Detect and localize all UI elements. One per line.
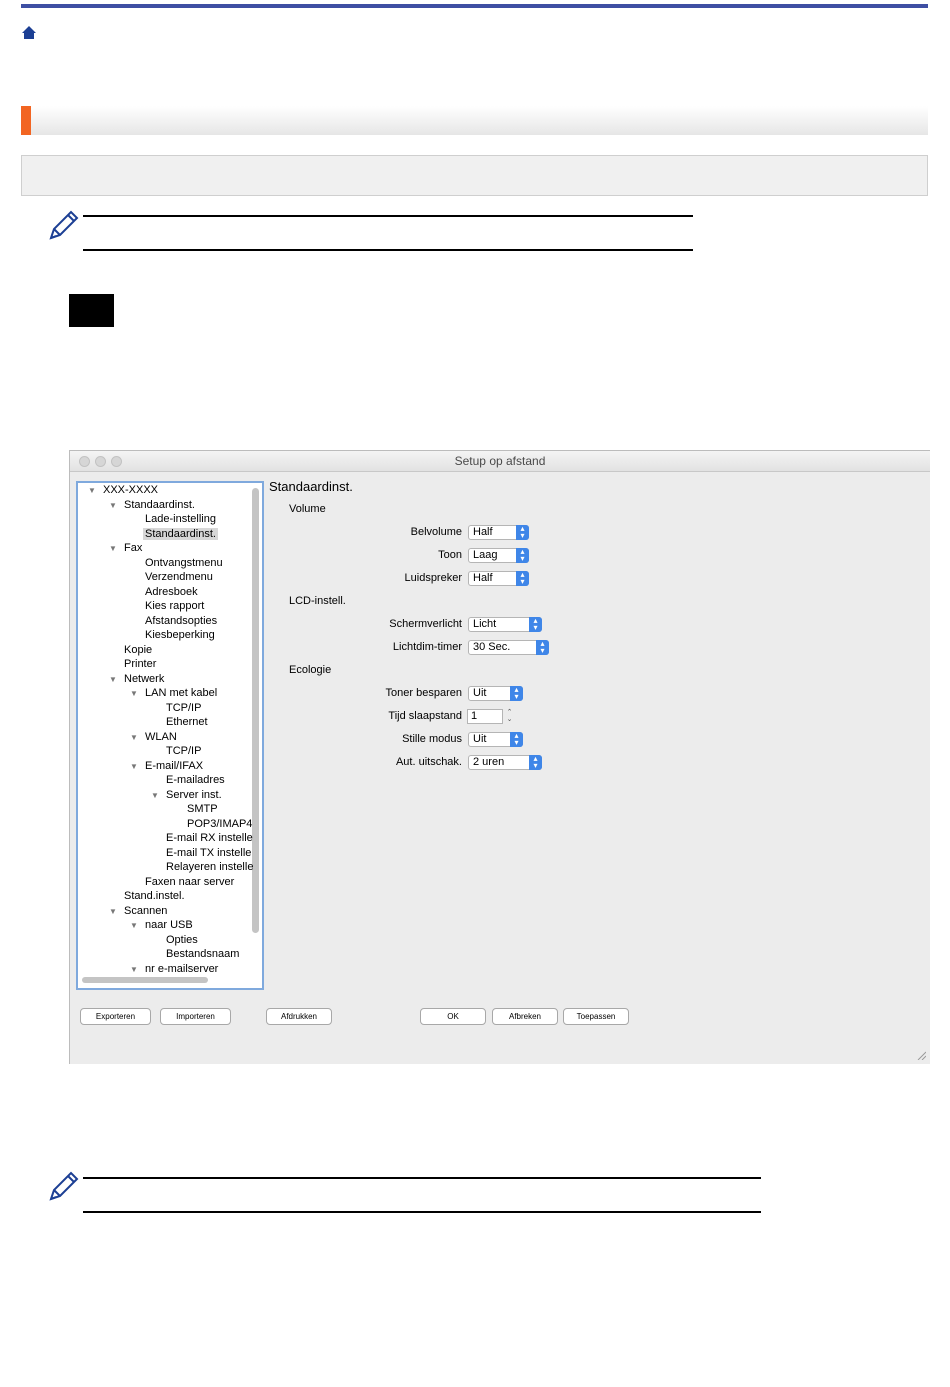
tree-item[interactable]: Scannen — [124, 904, 168, 917]
exporteren-button[interactable]: Exporteren — [80, 1008, 151, 1025]
label-stille-modus: Stille modus — [402, 733, 462, 745]
tree-item[interactable]: Kopie — [124, 643, 153, 656]
select-aut-uitschak[interactable]: 2 uren ▴ ▾ — [468, 755, 542, 770]
tree-item[interactable]: E-mail TX instelle — [166, 846, 252, 859]
tree-item[interactable]: POP3/IMAP4 — [187, 817, 253, 830]
tree-horizontal-scrollbar[interactable] — [82, 977, 208, 983]
section-accent — [21, 106, 31, 135]
note-bottom-rule — [83, 1211, 761, 1213]
updown-icon: ▴ ▾ — [516, 571, 529, 586]
updown-icon: ▴ ▾ — [536, 640, 549, 655]
select-toon[interactable]: Laag ▴ ▾ — [468, 548, 529, 563]
label-schermverlicht: Schermverlicht — [389, 618, 462, 630]
updown-icon: ▴ ▾ — [529, 617, 542, 632]
home-icon[interactable] — [21, 25, 37, 41]
tree-item[interactable]: XXX-XXXX — [103, 484, 159, 496]
tree-item[interactable]: Lade-instelling — [145, 513, 216, 525]
note-top-rule — [83, 215, 693, 217]
window-titlebar — [70, 451, 930, 472]
tree-item[interactable]: Kies rapport — [145, 600, 205, 612]
disclosure-triangle-icon[interactable]: ▼ — [109, 500, 117, 510]
tree-item[interactable]: Afstandsopties — [145, 614, 218, 627]
tree-item[interactable]: Ontvangstmenu — [145, 556, 223, 569]
disclosure-triangle-icon[interactable]: ▼ — [130, 732, 138, 742]
ok-button[interactable]: OK — [420, 1008, 486, 1025]
tree-item[interactable]: Adresboek — [145, 585, 198, 598]
importeren-button[interactable]: Importeren — [160, 1008, 231, 1025]
tree-item[interactable]: Standaardinst. — [124, 498, 195, 511]
updown-icon: ▴ ▾ — [516, 525, 529, 540]
input-tijd-slaapstand[interactable]: 1 — [467, 709, 503, 724]
disclosure-triangle-icon[interactable]: ▼ — [88, 486, 96, 495]
disclosure-triangle-icon[interactable]: ▼ — [130, 964, 138, 974]
window-title: Setup op afstand — [454, 454, 546, 468]
select-toner-besparen[interactable]: Uit ▴ ▾ — [468, 686, 523, 701]
tree-item[interactable]: Kiesbeperking — [145, 629, 215, 641]
label-aut-uitschak: Aut. uitschak. — [395, 756, 462, 768]
tree-item[interactable]: Opties — [166, 933, 198, 946]
select-schermverlicht[interactable]: Licht ▴ ▾ — [468, 617, 542, 632]
label-belvolume: Belvolume — [410, 526, 462, 538]
tree-item[interactable]: TCP/IP — [166, 745, 202, 757]
tree-item[interactable]: nr e-mailserver — [145, 962, 219, 975]
tree-item[interactable]: Ethernet — [166, 716, 208, 728]
disclosure-triangle-icon[interactable]: ▼ — [151, 790, 159, 800]
disclosure-triangle-icon[interactable]: ▼ — [109, 906, 117, 916]
tree-item[interactable]: Relayeren instelle — [166, 861, 254, 873]
updown-icon: ▴ ▾ — [510, 732, 523, 747]
disclosure-triangle-icon[interactable]: ▼ — [109, 544, 117, 553]
tree-item[interactable]: Server inst. — [166, 788, 222, 801]
afbreken-button[interactable]: Afbreken — [492, 1008, 558, 1025]
tree-item[interactable]: TCP/IP — [166, 701, 202, 714]
group-lcd: LCD-instell. — [289, 595, 346, 607]
note-bottom-rule — [83, 249, 693, 251]
tree-item[interactable]: E-mail/IFAX — [145, 759, 204, 772]
slaapstand-stepper[interactable]: ⌃ ⌄ — [506, 709, 513, 723]
resize-grip-icon[interactable] — [916, 1050, 926, 1060]
tree-item[interactable]: Faxen naar server — [145, 875, 235, 888]
updown-icon: ▴ ▾ — [529, 755, 542, 770]
settings-tree[interactable] — [76, 481, 264, 990]
select-stille-modus[interactable]: Uit ▴ ▾ — [468, 732, 523, 747]
tree-item[interactable]: Standaardinst. — [145, 527, 216, 540]
info-box — [21, 155, 928, 196]
top-rule — [21, 4, 928, 8]
updown-icon: ▴ ▾ — [510, 686, 523, 701]
tree-item[interactable]: Printer — [124, 658, 157, 670]
tree-item[interactable]: SMTP — [187, 803, 218, 815]
disclosure-triangle-icon[interactable]: ▼ — [109, 674, 117, 684]
disclosure-triangle-icon[interactable]: ▼ — [130, 921, 138, 930]
step-number-box — [69, 294, 114, 327]
afdrukken-button[interactable]: Afdrukken — [266, 1008, 332, 1025]
panel-title: Standaardinst. — [269, 479, 353, 494]
pencil-note-icon — [45, 208, 81, 244]
select-lichtdim-timer[interactable]: 30 Sec. ▴ ▾ — [468, 640, 549, 655]
tree-item[interactable]: Bestandsnaam — [166, 948, 240, 960]
tree-item[interactable]: Stand.instel. — [124, 890, 185, 902]
tree-item[interactable]: Verzendmenu — [145, 571, 213, 583]
tree-item[interactable]: Fax — [124, 542, 143, 554]
tree-item[interactable]: E-mailadres — [166, 774, 225, 786]
group-volume: Volume — [289, 503, 326, 515]
toepassen-button[interactable]: Toepassen — [563, 1008, 629, 1025]
select-belvolume[interactable]: Half ▴ ▾ — [468, 525, 529, 540]
label-lichtdim-timer: Lichtdim-timer — [392, 641, 462, 653]
select-luidspreker[interactable]: Half ▴ ▾ — [468, 571, 529, 586]
disclosure-triangle-icon[interactable]: ▼ — [130, 761, 138, 771]
note-top-rule — [83, 1177, 761, 1179]
label-tijd-slaapstand: Tijd slaapstand — [388, 710, 462, 722]
tree-item[interactable]: naar USB — [145, 919, 193, 931]
tree-item[interactable]: E-mail RX instelle — [166, 832, 253, 844]
setup-window — [69, 450, 930, 1064]
group-ecologie: Ecologie — [289, 664, 332, 676]
tree-item[interactable]: WLAN — [145, 730, 177, 743]
section-heading-bar — [21, 106, 928, 135]
label-toner-besparen: Toner besparen — [385, 687, 462, 699]
updown-icon: ▴ ▾ — [516, 548, 529, 563]
disclosure-triangle-icon[interactable]: ▼ — [130, 689, 138, 698]
label-toon: Toon — [438, 549, 462, 561]
tree-item[interactable]: LAN met kabel — [145, 687, 218, 699]
label-luidspreker: Luidspreker — [404, 572, 462, 584]
pencil-note-icon — [45, 1169, 81, 1205]
tree-item[interactable]: Netwerk — [124, 672, 165, 685]
